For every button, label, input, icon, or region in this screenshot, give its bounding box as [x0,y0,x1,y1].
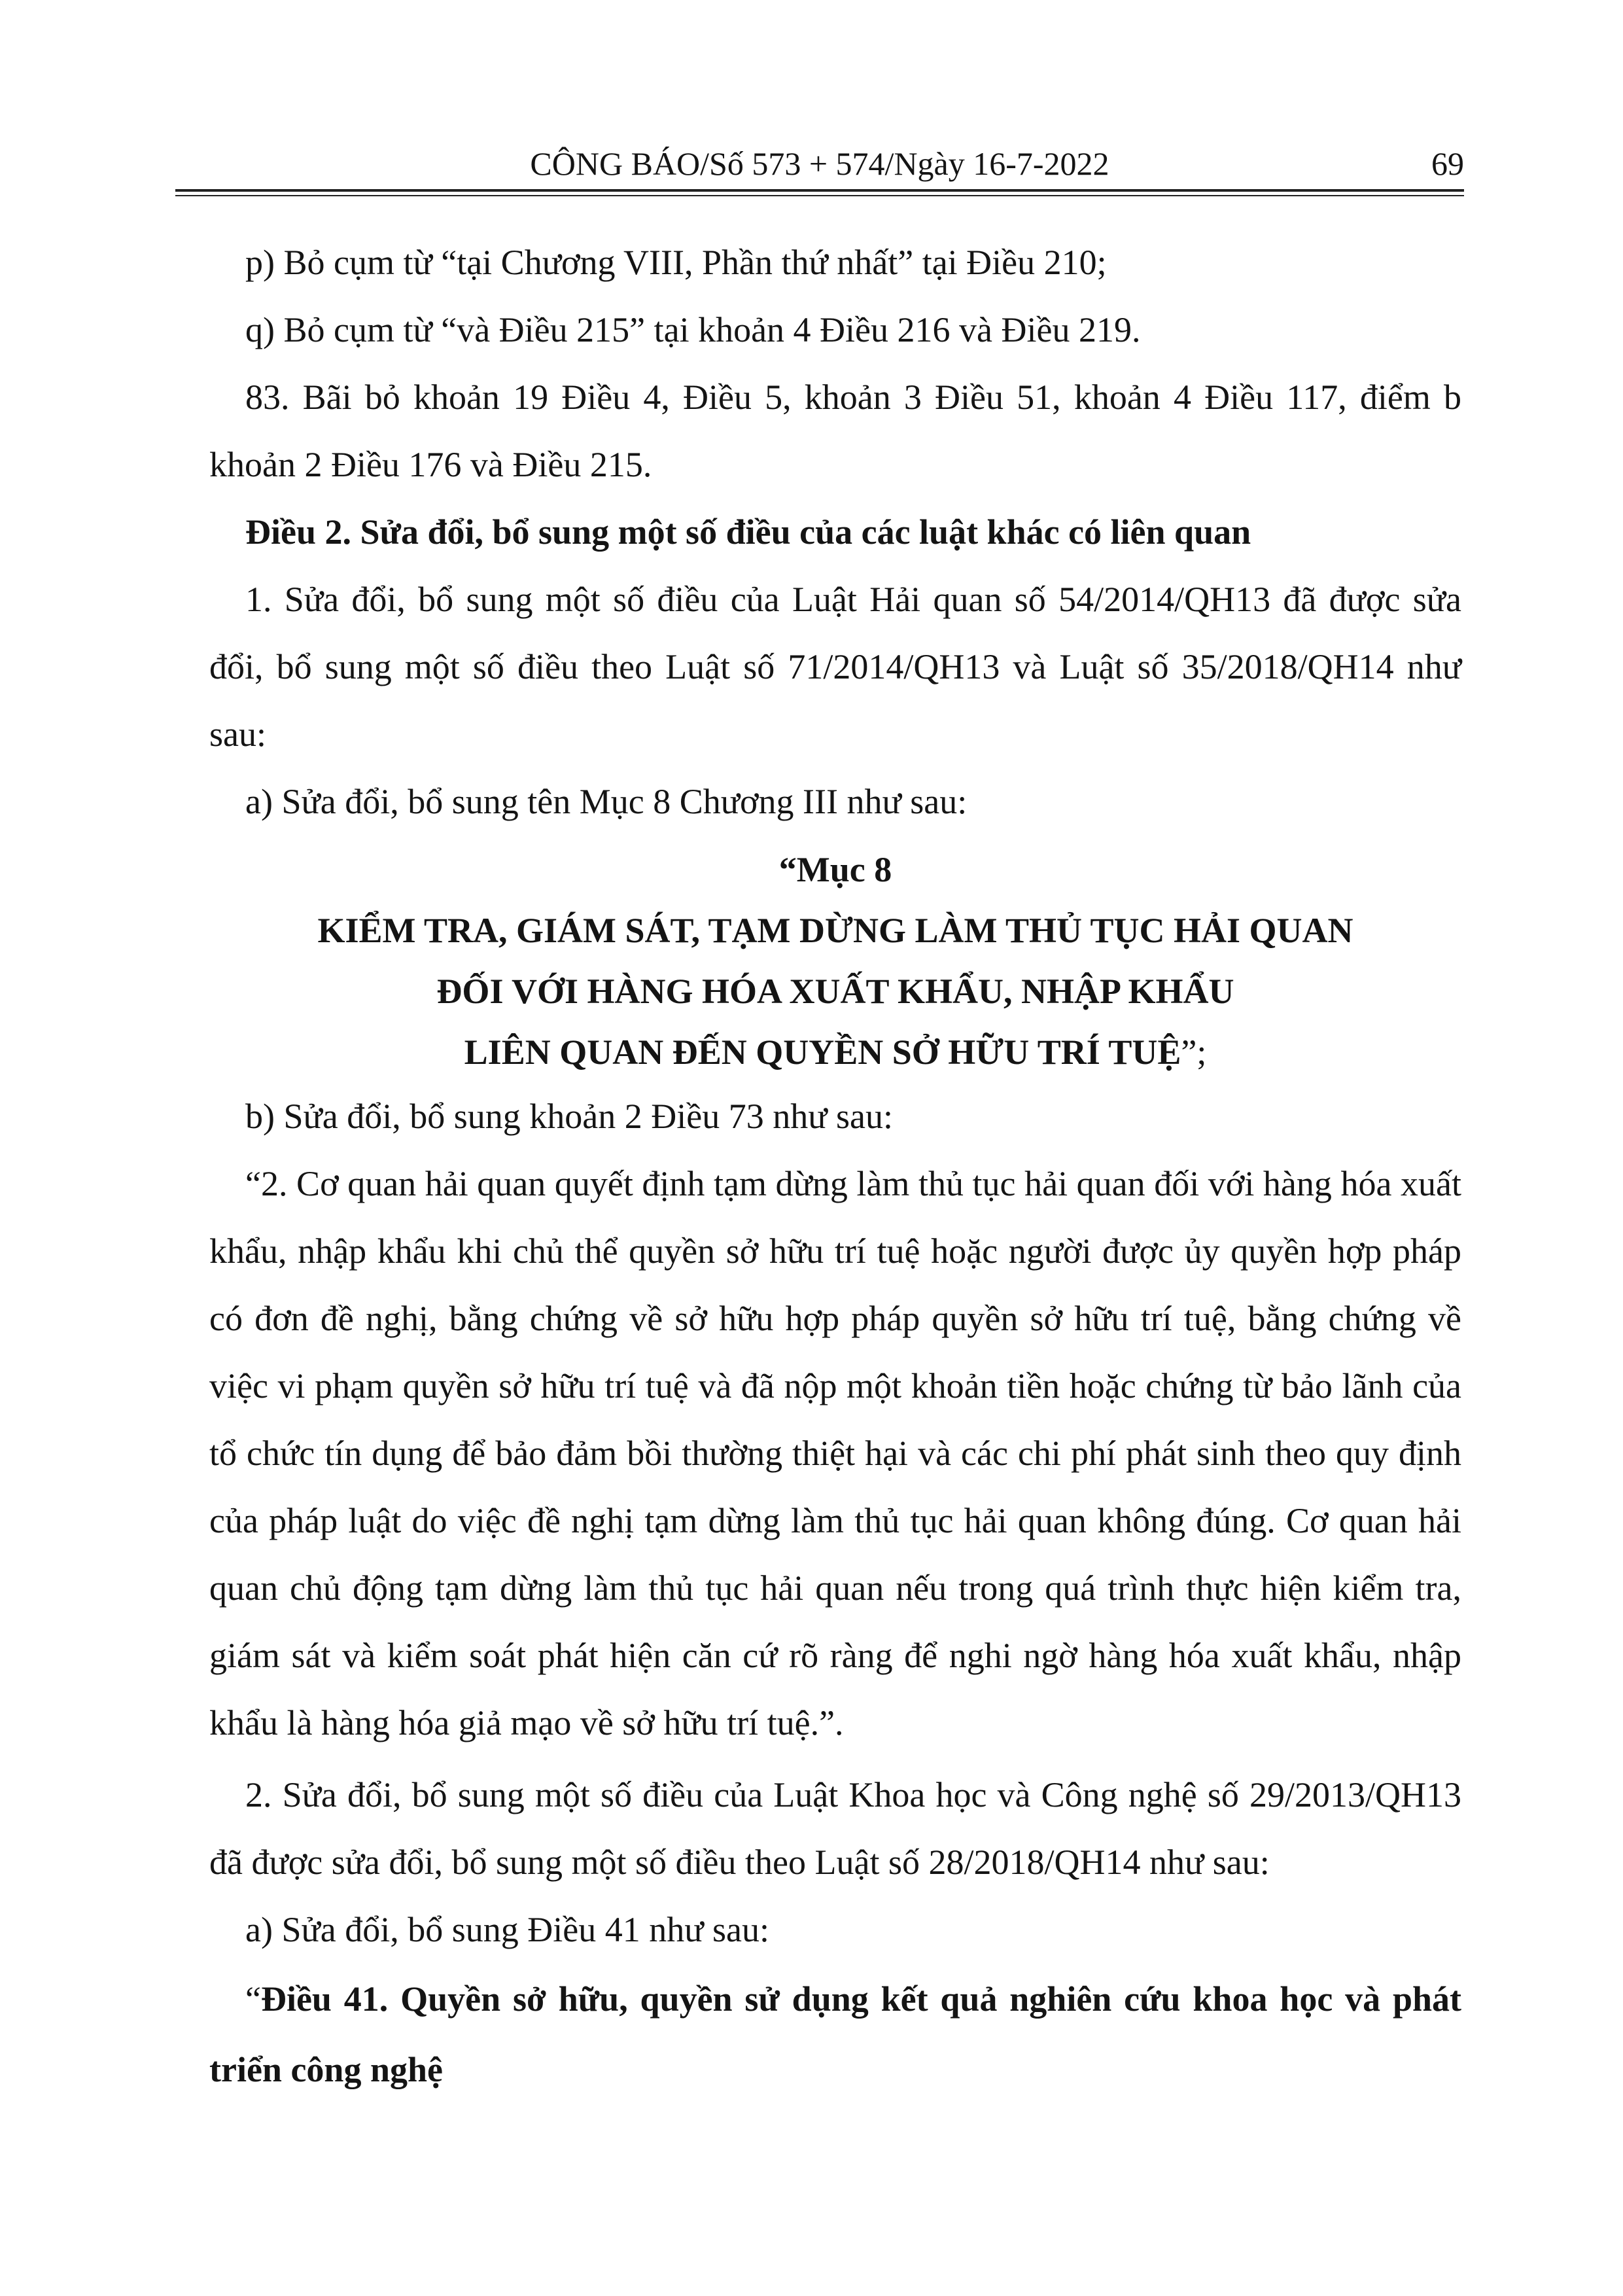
paragraph-2: 2. Sửa đổi, bổ sung một số điều của Luật Khoa học và Công nghệ số 29/2013/QH13 đã được sửa đổi, bổ sung một số điều theo Luật số 28/2018/QH14 như sau: [209,1775,1461,1882]
opening-quote: “ [245,1979,261,2019]
article-41-heading [209,1964,1461,2105]
section-8-title-line-3-text: LIÊN QUAN ĐẾN QUYỀN SỞ HỮU TRÍ TUỆ [464,1033,1181,1072]
page-header [175,137,1464,196]
paragraph-p: p) Bỏ cụm từ “tại Chương VIII, Phần thứ nhất” tại Điều 210; [245,243,1107,282]
paragraph-1b: b) Sửa đổi, bổ sung khoản 2 Điều 73 như sau: [245,1097,893,1136]
paragraph-1: 1. Sửa đổi, bổ sung một số điều của Luật Hải quan số 54/2014/QH13 đã được sửa đổi, bổ sung một số điều theo Luật số 71/2014/QH13 và Luật số 35/2018/QH14 như sau: [209,580,1461,754]
page-number: 69 [1431,145,1464,182]
paragraph-q: q) Bỏ cụm từ “và Điều 215” tại khoản 4 Điều 216 và Điều 219. [245,310,1141,349]
section-8-title-line-3 [209,1022,1461,1083]
closing-quote: ”; [1181,1033,1207,1072]
article-2-heading: Điều 2. Sửa đổi, bổ sung một số điều của các luật khác có liên quan [245,512,1251,552]
article-41-heading-text: Điều 41. Quyền sở hữu, quyền sử dụng kết quả nghiên cứu khoa học và phát triển công nghệ [209,1979,1461,2089]
paragraph-83: 83. Bãi bỏ khoản 19 Điều 4, Điều 5, khoản 3 Điều 51, khoản 4 Điều 117, điểm b khoản 2 Điều 176 và Điều 215. [209,378,1461,484]
clause-2-article-73: “2. Cơ quan hải quan quyết định tạm dừng làm thủ tục hải quan đối với hàng hóa xuất khẩu, nhập khẩu khi chủ thể quyền sở hữu trí tuệ hoặc người được ủy quyền hợp pháp có đơn đề nghị, bằng chứng về sở hữu hợp pháp quyền sở hữu trí tuệ, bằng chứng về việc vi phạm quyền sở hữu trí tuệ và đã nộp một khoản tiền hoặc chứng từ bảo lãnh của tổ chức tín dụng để bảo đảm bồi thường thiệt hại và các chi phí phát sinh theo quy định của pháp luật do việc đề nghị tạm dừng làm thủ tục hải quan không đúng. Cơ quan hải quan chủ động tạm dừng làm thủ tục hải quan nếu trong quá trình thực hiện kiểm tra, giám sát và kiểm soát phát hiện căn cứ rõ ràng để nghi ngờ hàng hóa xuất khẩu, nhập khẩu là hàng hóa giả mạo về sở hữu trí tuệ.”. [209,1164,1461,1742]
section-8-title-block [209,839,1461,1083]
section-8-title-line-2: ĐỐI VỚI HÀNG HÓA XUẤT KHẨU, NHẬP KHẨU [436,972,1234,1011]
section-8-title-line-1: KIỂM TRA, GIÁM SÁT, TẠM DỪNG LÀM THỦ TỤC HẢI QUAN [317,911,1353,950]
gazette-title: CÔNG BÁO/Số 573 + 574/Ngày 16-7-2022 [530,145,1109,182]
header-rule-thick [175,189,1464,192]
document-body [209,229,1461,2105]
header-rule-thin [175,195,1464,196]
paragraph-2a: a) Sửa đổi, bổ sung Điều 41 như sau: [245,1910,769,1949]
section-8-label: “Mục 8 [778,850,892,889]
paragraph-1a: a) Sửa đổi, bổ sung tên Mục 8 Chương III như sau: [245,782,968,821]
